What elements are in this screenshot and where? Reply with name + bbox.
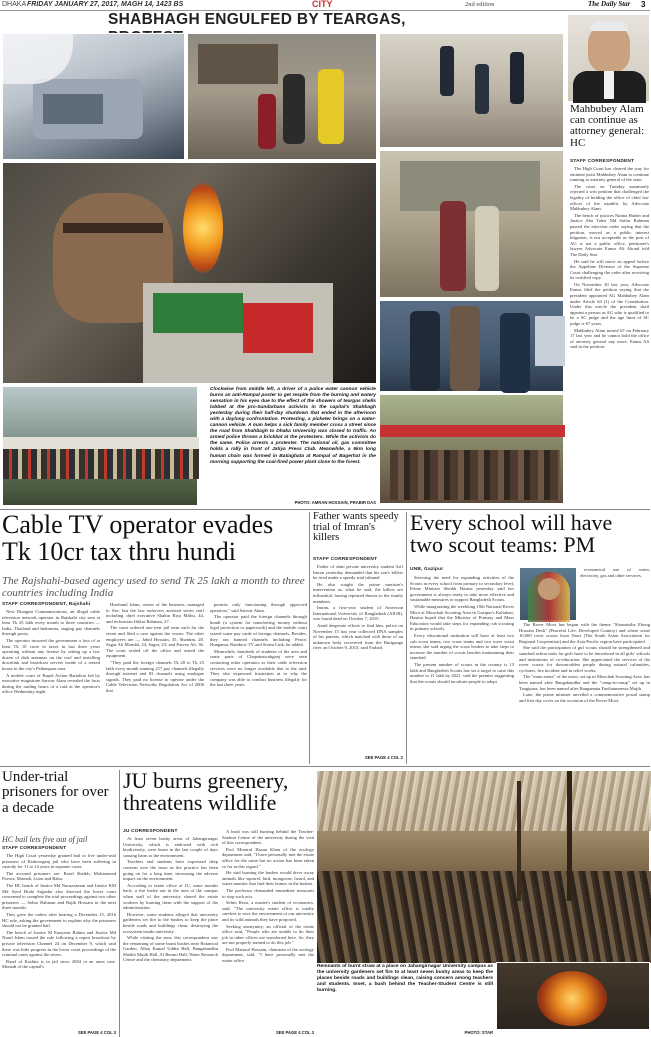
edition-label: 2nd edition (465, 1, 495, 8)
father-continued: SEE PAGE 4 COL 2 (364, 755, 403, 760)
photo-rally-press-club (379, 394, 564, 504)
scout-col-2a (580, 567, 650, 621)
ju-para: However, some students alleged that university gardeners set fire to the bushes to keep the place beside roads and buildings clean, destroying the ecosystem inside university. (123, 911, 218, 934)
cable-para: New Dinajpur Communications, an illegal cable television network operator in Rajshahi city sent at least Tk 25 lakh every month to three countries — India, Thailand and Indonesia, staging pay channels through proxy. (2, 609, 100, 637)
undertrial-body (2, 853, 116, 1031)
ju-headline: JU burns greenery, threatens wildlife (123, 768, 289, 816)
masthead-date: FRIDAY JANUARY 27, 2017, MAGH 14, 1423 BS (27, 1, 184, 8)
photo-inset-burning-bush (496, 962, 650, 1030)
cable-para: Meanwhile, hundreds of students of the area and some parts of Chapainawabganj were seen contacting other operators as their cable television services were no longer available due to the raid. They also expressed frustration at to why the company was able to conduct business illegally for the last three years. (210, 648, 307, 688)
scout-para: The Rover Moot has begun with the theme "Sharmistha Ebong Hossain Desh" (Peaceful Life, Developed Country) and where some 10,000 rover scouts from Nawi (The South Asian Association for Regional Cooperation) and the Asia-Pacific region have participated. (519, 622, 650, 644)
mahbubey-para: The court on Tuesday summarily rejected a writ petition that challenged the legality of holding the office of chief law officer of the republic by Advocate Mahbubey Alam. (570, 183, 649, 212)
scout-headline: Every school will have two scout teams: PM (410, 510, 613, 558)
undertrial-para: The HC bench of Justice Md Nuruzzaman and Justice KM Md Syed Hoda Sujjadar also directed the lower court concerned to complete the trial proceedings against two other prisoners — Sohar Rahman and Rajib Hossain in the next three months. (2, 882, 116, 911)
ju-para: The professor demanded immediate measures to stop such acts. (222, 887, 314, 899)
undertrial-para: Rasel of Kashita is in jail since 2004 in an arms case. Monadi of the capital's (2, 958, 116, 970)
page-number: 3 (641, 0, 646, 9)
photo-burnt-straw (316, 770, 650, 962)
scout-col-1 (410, 575, 514, 763)
cable-deck: The Rajshahi-based agency used to send Tk 25 lakh a month to three countries including India (2, 575, 305, 600)
lead-headline: SHABHAGH ENGULFED BY TEARGAS, (108, 11, 406, 28)
ju-byline: JU CORRESPONDENT (123, 829, 178, 834)
undertrial-continued: SEE PAGE 4 COL 3 (77, 1030, 116, 1035)
undertrial-para: The bench of Justice M Enayetur Rahim and Justice Md Nurul Islam issued the rule following a report broadcast by private television Channel 24 on December 9, which said there was little progress in the lower court proceedings of the criminal cases against the seven. (2, 929, 116, 958)
father-para: He also sought the prime minister's intervention as, what he said, the killers are influential, having repeated threats to the family members. (313, 581, 403, 604)
lead-caption (210, 387, 376, 500)
cable-col-1 (2, 609, 100, 761)
photo-water-cannon (2, 33, 185, 160)
ju-photo-credit: PHOTO: STAR (464, 1030, 493, 1035)
scout-para: Stressing the need for expanding activities of the Scouts in every school from primary to secondary level, Prime Minister Sheikh Hasina yesterday said her government is always ready to take more effective and sustainable measures to support Bangladesh Scouts. (410, 575, 514, 603)
masthead-city: DHAKA (2, 1, 27, 8)
scout-para: Later, the prime minister unveiled a commemorative postal stamp and first day cover on the occasion of the Rover Moot. (519, 692, 650, 703)
cable-para: The operator incurred the government a loss of at least Tk 10 crore in taxes in last three years operating without any license by setting up a few dozen of dish antennas on the roof and installing downlink and broadcast servers inside of a rented house in the city's Pathanpara area. (2, 637, 100, 671)
undertrial-deck: HC bail lets five out of jail (2, 835, 88, 844)
mahbubey-para: The bench of justices Naima Haider and Justice Abu Taher Md Saifur Rahman passed the rejection order saying that the petition, moved as a public interest litigation, is not acceptable as the post of AG is not a public office, petitioner's lawyer Advocate Eunus Ali Akond told The Daily Star. (570, 212, 649, 257)
undertrial-para: The accused prisoners are: Rasel Sheikh, Mohammad Parvez, Monadi, Liton and Babu. (2, 870, 116, 882)
ju-para: Selim Reza, a master's student of economics, said, "The university estate office is totally careless to save the environment of our university and its wild animals they have proposed. (222, 900, 314, 922)
lead-caption-text: Clockwise from middle left, a driver of a police water cannon vehicle burns an anti-Rampal poster to get respite from the burning and watery sensation in his eyes due to the effect of the showers of teargas shells lobbed at the pro-Sundarbans activists in the capital's Shahbagh yesterday during their half-day shutdown that ended in the afternoon with a daylong confrontation. Protesting, a picketer brings on a water-cannon vehicle. A man helps a sick family member cross a street since the road from Shahbagh to Dhaka University was closed to traffic. An armed police throws a brickbat at the protesters. While the activists do the same. Police arrests a protester. The national oil, gas committee holds a rally in front of Jatiya Press Club. Meanwhile, a 6km long human chain was formed in Batiaghata at Rampal of Bagerhat in the morning supporting the coal-fired power plant close to the forest. (210, 387, 376, 465)
scout-para: Every educational institution will have at least two cub scout teams, two scout teams and two rover scout teams, she said urging the scout leaders to take steps to increase the number of scouts besides maintaining their standard. (410, 632, 514, 661)
ju-col-2 (222, 829, 314, 1029)
scout-para: economical use of water, electricity, gas and other services. (580, 567, 650, 578)
scout-para: While inaugurating the weeklong 10th National Rover Moot at Mouchak Scouting Area in Gazipur's Kaliakair, Hasina hoped that the Ministry of Primary and Mass Education would take steps for expanding cub scouting in primary schools. (410, 603, 515, 632)
undertrial-para: The High Court yesterday granted bail to five under-trial prisoners of Kishoreganj jail who have been suffering in custody for 11 to 14 years in separate cases. (2, 853, 116, 870)
scout-col-2b (519, 622, 650, 763)
ju-para: Prof Monirul Hasan Khan of the zoology department said, "I have personally met the estate office for the same but no action has been taken so far in this regard." (222, 846, 314, 869)
ju-para: Prof Manirul Hossain, chairman of the zoology department, said, "I have personally met the estate office (222, 946, 314, 964)
ju-para: A bush was still burning behind the Teacher-Student Centre of the university during the visit of this correspondent. (222, 829, 314, 846)
mahbubey-para: Mahbubey Alam turned 67 on February 17 last year and he cannot hold the office of attorney general any more, Eunus Ali said in the petition. (570, 327, 649, 350)
father-body (313, 564, 403, 754)
ju-col-1 (123, 836, 218, 1034)
cable-headline: Cable TV operator evades Tk 10cr tax thru hundi (2, 510, 274, 566)
mahbubey-para: He said he will move an appeal before the Appellate Division of the Supreme Court challenging the order after receiving its certified copy. (570, 258, 649, 281)
lead-photo-credit: PHOTO: AMRAN HOSSAIN, PRABIR DAS (294, 500, 376, 505)
cable-para: "They paid the foreign channels Tk 20 to Tk 25 lakh every month running 217 pay channels illegally through internet and 83 channels using analogue signals. They paid no license to operate under the Cable Television Networks Regulation Act of 2006 that (106, 659, 204, 693)
scout-byline: UNB, Gazipur (410, 567, 444, 572)
photo-human-chain (2, 386, 198, 506)
cable-byline: STAFF CORRESPONDENT, Rajshahi (2, 602, 91, 607)
father-para: Imran, a first-year student of American International University of Bangladesh (AIUB), was found dead on October 7, 2015. (313, 605, 403, 622)
father-headline: Father wants speedy trial of Imran's killers (313, 511, 399, 544)
ju-para: At least seven bushy areas of Jahangirnagar University, which is endowed with rich biodiversity, were burnt in the last couple of days causing harm to the environment. (123, 836, 218, 858)
ju-para: While visiting the area, this correspondent saw the remaining of some burnt bushes near Botanical Garden, Alhaj Kamal Uddin Hall, Bangabandhu Sheikh Mujib Hall, Al Beruni Hall, Water Research Centre and the chemistry department. (123, 935, 218, 963)
cable-para: Hirobatul Islam, owner of the business, managed to flee, but the law enforcers arrested seven staff including chief executive Shahin Riya Mithu, 44, and technician Iftikar Rahman, 27. (106, 602, 204, 624)
photo-street-protest (187, 33, 377, 160)
cable-para: A mobile court of Rapid Action Battalion led by executive magistrate Sarwar Alam revealed the facts during the raiding hours of a raid at the operator's office Wednesday night. (2, 672, 100, 695)
rule-bottom (0, 766, 650, 767)
ju-para: He said burning the bushes would drive away animals like squirrel, bird, mongoose, lizard, and water monitor that find their homes in the bushes. (222, 870, 314, 887)
cable-col-2 (106, 602, 204, 762)
photo-police-arrest (379, 300, 564, 392)
undertrial-byline: STAFF CORRESPONDENT (2, 846, 67, 851)
mahbubey-para: On November 30 last year, Advocate Eunus filed the petition saying that the president appointed AG Mahbubey Alam under Article 64 (1) of the Constitution. Under this article the president shall appoint a person as AG who is qualified to be a SC judge and the age limit of SC judge is 67 years. (570, 281, 649, 327)
photo-prime-minister (519, 567, 577, 621)
ju-para: Seeking anonymity, an official of the estate office said, "People who are unable to do their job in other offices are transferred here. So, they are not properly trained to do this job." (222, 923, 314, 946)
photo-driver-burning-poster (2, 162, 377, 384)
scout-para: She said the participation of girl scouts should be strengthened and standard action units for girls have to be introduced in all girls' schools and institutions of co-education. She appreciated the services of the rover scouts for downtrodden people during natural calamities, cyclones, fire incident and in relief works. (519, 645, 650, 673)
mahbubey-para: The High Court has cleared the way for eminent jurist Mahbubey Alam to continue running as attorney general of the state. (570, 166, 649, 183)
scout-para: The "main arena" of the moot, set up in Mouchak Scouting Area, has been named after Bangabandhu and the "camp-in-camp" set up in Tangipara, has been named after Bangamata Fazilatunnessa Mujib. (519, 674, 650, 691)
rule-vert-2 (406, 512, 407, 764)
ju-caption-text: Remnants of burnt straw at a place on Jahangirnagar University campus as the university gardeners set fire to at least seven bushy areas to keep the places beside roads and buildings clean, raising concern among teachers and students. Inset, a bush behind the Teacher-Student Centre is still burning. (317, 964, 493, 994)
cable-para: The operator paid the foreign channels through hundi (a system for transferring money without legal protection or paperwork) and the mobile court seized some pay cards of foreign channels. Besides, they ran banned channels including Peace, Hungama, Rainbow TV and Storm Link, he added. (210, 614, 307, 648)
paper-logo: The Daily Star (588, 0, 631, 8)
undertrial-headline: Under-trial prisoners for over a decade (2, 769, 109, 816)
ju-para: According to estate office of JU, some months back, a fire broke out in the area of the campus when staff of the university shared the estate workers by burning them with the support of the administration. (123, 882, 218, 911)
father-para: Father of slain private university student Arif Imran yesterday demanded that his son's killers be tried under a speedy trial tribunal. (313, 564, 403, 581)
mahbubey-headline: Mahbubey Alam can continue as attorney general: HC (570, 103, 645, 149)
rule-vert-3 (119, 770, 120, 1037)
masthead-bar (0, 0, 650, 11)
mahbubey-body (570, 166, 649, 506)
father-para: Amid desperate efforts to find him, police on November 15 last year collected DNA samples of his parents, which matched with those of an unknown body recovered from the Buriganga river on October 9, 2015, said Farhad. (313, 622, 403, 651)
section-label: CITY (312, 0, 333, 9)
rule-vert-1 (309, 512, 310, 764)
ju-para: Teachers and students have expressed deep concern over the issue as the practice has been going on for a long time, increasing the adverse impact on the environment. (123, 859, 218, 882)
cable-para: The court ordered one-year jail term each for the seven and filed a case against the owner. The other employees are — Jahid Hossain, 35, Shamim, 28, Sagar Ali Mondal, 24, Sagor, 23, and Parvez Ali, 36. The court sealed off the office and seized the equipment. (106, 625, 204, 659)
photo-man-helps-sick (379, 150, 564, 298)
ju-continued: SEE PAGE 4 COL 3 (275, 1030, 314, 1035)
undertrial-para: They gave the orders after hearing a December 15, 2016 HC rule, asking the government to explain why the prisoners should not be granted bail. (2, 911, 116, 929)
cable-para: permits only functioning through approved operators," said Sarwar Alam. (210, 602, 307, 613)
ju-caption (317, 964, 493, 1028)
photo-mahbubey-alam (567, 14, 650, 102)
cable-col-3 (210, 602, 307, 762)
mahbubey-byline: STAFF CORRESPONDENT (570, 159, 635, 164)
father-byline: STAFF CORRESPONDENT (313, 557, 378, 562)
scout-para: The present number of scouts in the country is 13 lakh and Bangladesh Scouts has set a target to raise this number to 21 lakh by 2021, said the premier suggesting that the scouts should inculcate people to adopt (410, 661, 514, 684)
photo-police-brickbat (379, 33, 564, 148)
